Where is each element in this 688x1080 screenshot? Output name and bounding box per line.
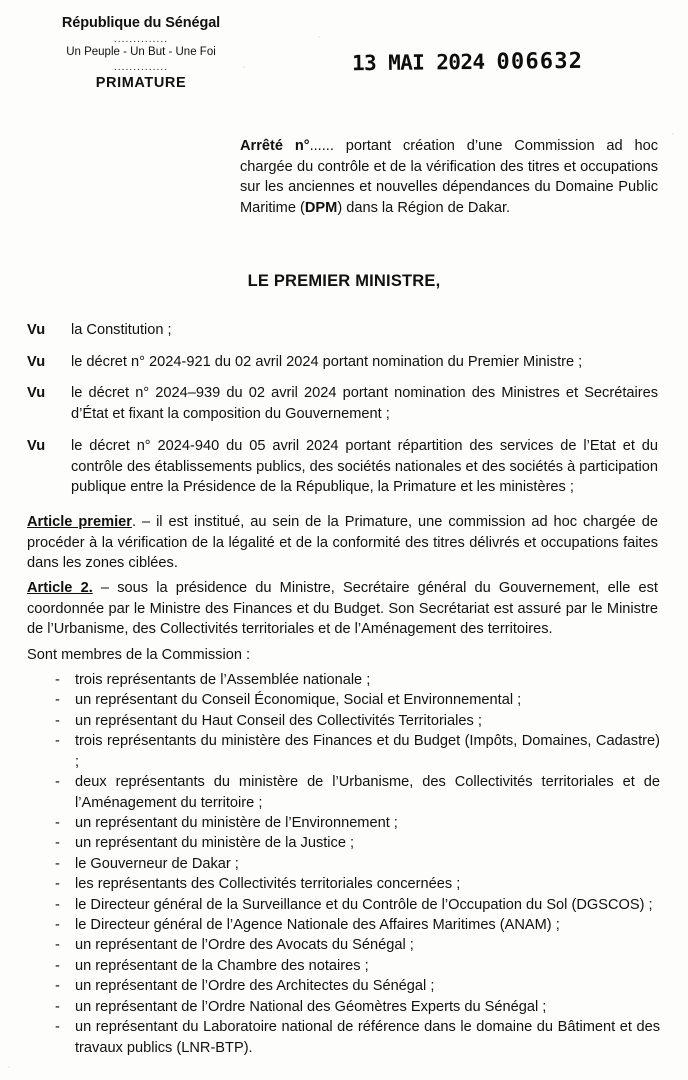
subject-number-dots: ...... [309, 138, 334, 154]
vu-clause-list [0, 320, 688, 509]
vu-label: Vu [27, 437, 46, 454]
scan-speckle [318, 36, 320, 38]
list-item [0, 895, 688, 915]
vu-text: le décret n° 2024–939 du 02 avril 2024 portant nomination des Ministres et Secrétaires d’État et fixant la composition du Gouvernement ; [71, 385, 658, 423]
list-item [0, 1017, 688, 1058]
decree-subject [240, 136, 658, 219]
members-intro: Sont membres de la Commission : [27, 647, 251, 663]
list-item-label: un représentant de l’Ordre des Architectes du Sénégal ; [75, 978, 435, 995]
subject-body-part1: portant création d’une Commission ad hoc chargée du contrôle et de la vérification des titres et occupations sur les anciennes et nouvelles dépendances du Domaine Public Maritime ( [240, 138, 658, 217]
list-item-label: un représentant du Haut Conseil des Collectivités Territoriales ; [75, 712, 482, 729]
list-item-label: un représentant du Laboratoire national de référence dans le domaine du Bâtiment et des travaux publics (LNR-BTP). [75, 1019, 660, 1056]
list-item-label: un représentant du ministère de l’Environnement ; [75, 814, 398, 831]
scan-speckle [672, 133, 674, 135]
vu-clause [0, 383, 688, 424]
vu-label: Vu [27, 385, 46, 402]
list-item [0, 997, 688, 1017]
article-premier [27, 512, 658, 574]
stamp-date: 13 MAI 2024 [351, 49, 485, 76]
bullet-dash-icon: - [55, 937, 60, 954]
subject-label: Arrêté n° [240, 138, 310, 154]
article-premier-text: – il est institué, au sein de la Primature, une commission ad hoc chargée de procéder à la vérification de la légalité et de la conformité des titres délivrés et occupations faites dans les zones ciblées. [27, 514, 658, 572]
bullet-dash-icon: - [55, 712, 60, 729]
vu-clause [0, 352, 688, 373]
list-item-label: un représentant de l’Ordre National des Géomètres Experts du Sénégal ; [75, 998, 547, 1015]
list-item [0, 833, 688, 853]
list-item [0, 874, 688, 894]
registration-stamp [352, 49, 583, 76]
bullet-dash-icon: - [55, 774, 60, 791]
republic-title: République du Sénégal [61, 15, 221, 31]
bullet-dash-icon: - [55, 876, 60, 893]
vu-text: la Constitution ; [71, 322, 172, 338]
dotted-separator-top: .............. [113, 34, 169, 45]
list-item-label: les représentants des Collectivités territoriales concernées ; [75, 876, 461, 893]
bullet-dash-icon: - [55, 1019, 60, 1036]
vu-text: le décret n° 2024-940 du 05 avril 2024 portant répartition des services de l’Etat et du contrôle des établissements publics, des sociétés nationales et des sociétés à participation publique entre la Présidence de la République, la Primature et les ministères ; [71, 437, 658, 496]
list-item [0, 854, 688, 874]
vu-text: le décret n° 2024-921 du 02 avril 2024 portant nomination du Premier Ministre ; [71, 353, 583, 370]
list-item-label: un représentant du Conseil Économique, Social et Environnemental ; [75, 692, 522, 709]
scan-speckle [243, 66, 245, 68]
vu-clause [0, 320, 688, 341]
list-item-label: un représentant de la Chambre des notaires ; [75, 957, 369, 974]
article-2 [27, 578, 658, 640]
members-list [0, 670, 688, 1058]
list-item [0, 690, 688, 710]
document-header [0, 0, 688, 122]
list-item-label: un représentant de l’Ordre des Avocats du Sénégal ; [75, 937, 414, 954]
national-motto: Un Peuple - Un But - Une Foi [66, 45, 216, 58]
list-item [0, 772, 688, 813]
scan-speckle [8, 1066, 10, 1068]
list-item-label: trois représentants du ministère des Finances et du Budget (Impôts, Domaines, Cadastre) ; [75, 733, 660, 770]
article-premier-heading: Article premier [27, 514, 132, 530]
list-item-label: trois représentants de l’Assemblée nationale ; [75, 672, 371, 688]
list-item-label: le Gouverneur de Dakar ; [75, 855, 239, 872]
letterhead [26, 16, 256, 91]
bullet-dash-icon: - [55, 917, 60, 934]
list-item [0, 956, 688, 976]
vu-label: Vu [27, 322, 46, 338]
subject-body-part2: ) dans la Région de Dakar. [337, 200, 511, 217]
list-item-label: un représentant du ministère de la Justice ; [75, 835, 355, 852]
bullet-dash-icon: - [55, 978, 60, 995]
bullet-dash-icon: - [55, 896, 60, 913]
list-item-label: le Directeur général de la Surveillance et du Contrôle de l’Occupation du Sol (DGSCOS) ; [75, 896, 653, 913]
list-item [0, 711, 688, 731]
list-item [0, 976, 688, 996]
list-item [0, 935, 688, 955]
list-item [0, 731, 688, 772]
bullet-dash-icon: - [55, 998, 60, 1015]
bullet-dash-icon: - [55, 855, 60, 872]
list-item [0, 813, 688, 833]
bullet-dash-icon: - [55, 733, 60, 750]
bullet-dash-icon: - [55, 835, 60, 852]
bullet-dash-icon: - [55, 957, 60, 974]
list-item [0, 670, 688, 690]
vu-label: Vu [27, 353, 46, 370]
page-title: LE PREMIER MINISTRE, [247, 272, 441, 290]
article-2-heading: Article 2. [27, 580, 93, 596]
bullet-dash-icon: - [55, 814, 60, 831]
article-2-text: – sous la présidence du Ministre, Secrétaire général du Gouvernement, elle est coordonnée par le Ministre des Finances et du Budget. Son Secrétariat est assuré par le Ministre de l’Urbanisme, des Collectivités territoriales et de l’Aménagement des territoires. [27, 580, 658, 638]
bullet-dash-icon: - [55, 692, 60, 709]
bullet-dash-icon: - [55, 672, 60, 688]
list-item-label: deux représentants du ministère de l’Urbanisme, des Collectivités territoriales et de l’Aménagement du territoire ; [75, 774, 660, 811]
institution-name: PRIMATURE [95, 74, 187, 91]
article-premier-heading-suffix: . [131, 514, 136, 530]
vu-clause [0, 436, 688, 498]
list-item [0, 915, 688, 935]
subject-acronym: DPM [304, 200, 338, 217]
list-item-label: le Directeur général de l’Agence Nationale des Affaires Maritimes (ANAM) ; [75, 917, 560, 934]
stamp-number: 006632 [496, 48, 584, 75]
dotted-separator-bottom: .............. [113, 62, 169, 73]
